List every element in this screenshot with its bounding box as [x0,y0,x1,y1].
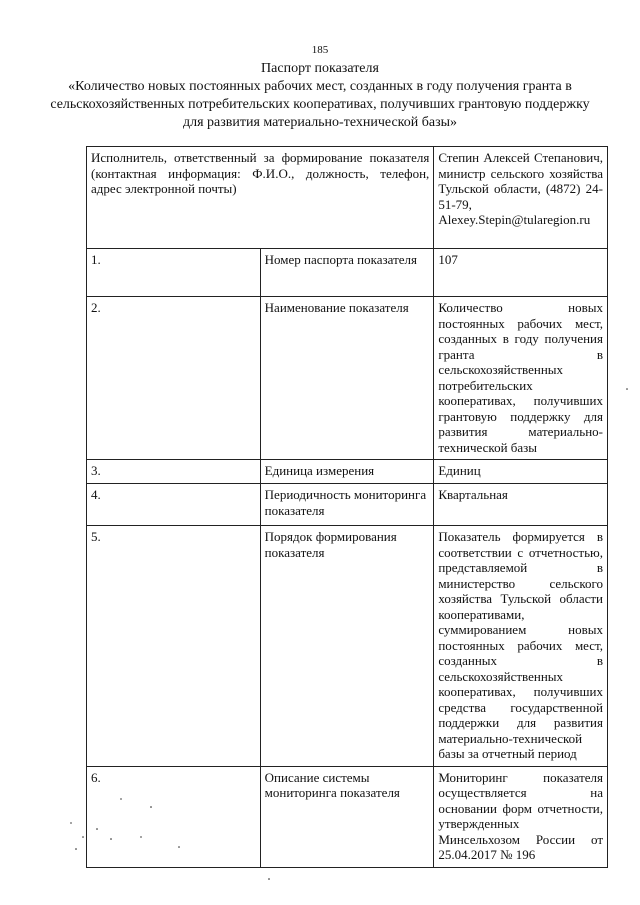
row-value: Количество новых постоянных рабочих мест, созданных в году получения гранта в сельскохозяйственных потребительских кооперативах, получивших грантовую поддержку для развития материально-технической базы [438,300,603,455]
executor-value: Степин Алексей Степанович, министр сельского хозяйства Тульской области, (4872) 24-51-79, Alexey.Stepin@tularegion.ru [438,150,603,227]
row-number: 4. [87,484,261,526]
table-row [87,766,608,867]
row-label: Периодичность мониторинга показателя [260,484,434,526]
row-number: 6. [87,766,261,867]
table-row [87,526,608,767]
row-value-cell [434,297,608,460]
table-row [87,484,608,526]
row-value: Квартальная [434,484,608,526]
table-row [87,460,608,484]
table-row [87,297,608,460]
row-label: Наименование показателя [260,297,434,460]
table-row [87,249,608,297]
row-value: Единиц [434,460,608,484]
row-label: Единица измерения [260,460,434,484]
document-title: Паспорт показателя [261,61,379,76]
row-value: Мониторинг показателя осуществляется на основании форм отчетности, утвержденных Минсельхозом России от 25.04.2017 № 196 [438,769,603,862]
row-label: Описание системы мониторинга показателя [260,766,434,867]
executor-label-cell [87,147,434,249]
row-value-cell [434,526,608,767]
row-label: Порядок формирования показателя [260,526,434,767]
table-row-executor [87,147,608,249]
row-value-cell [434,766,608,867]
row-value: 107 [434,249,608,297]
row-number: 2. [87,297,261,460]
row-number: 1. [87,249,261,297]
indicator-passport-table [86,146,608,868]
row-number: 3. [87,460,261,484]
row-label: Номер паспорта показателя [260,249,434,297]
executor-label: Исполнитель, ответственный за формирование показателя (контактная информация: Ф.И.О., должность, телефон, адрес электронной почты) [91,150,430,196]
row-value: Показатель формируется в соответствии с отчетностью, представляемой в министерство сельского хозяйства Тульской области кооперативами, суммированием новых постоянных рабочих мест, созданных в сельскохозяйственных кооперативах, получивших средства государственной поддержки для развития материально-технической базы за отчетный период [438,529,603,761]
executor-value-cell [434,147,608,249]
page-number: 185 [311,44,329,56]
document-subtitle: «Количество новых постоянных рабочих мест, созданных в году получения гранта в сельскохозяйственных потребительских кооперативах, получивших грантовую поддержку для развития материально-технической базы» [50,79,590,130]
row-number: 5. [87,526,261,767]
